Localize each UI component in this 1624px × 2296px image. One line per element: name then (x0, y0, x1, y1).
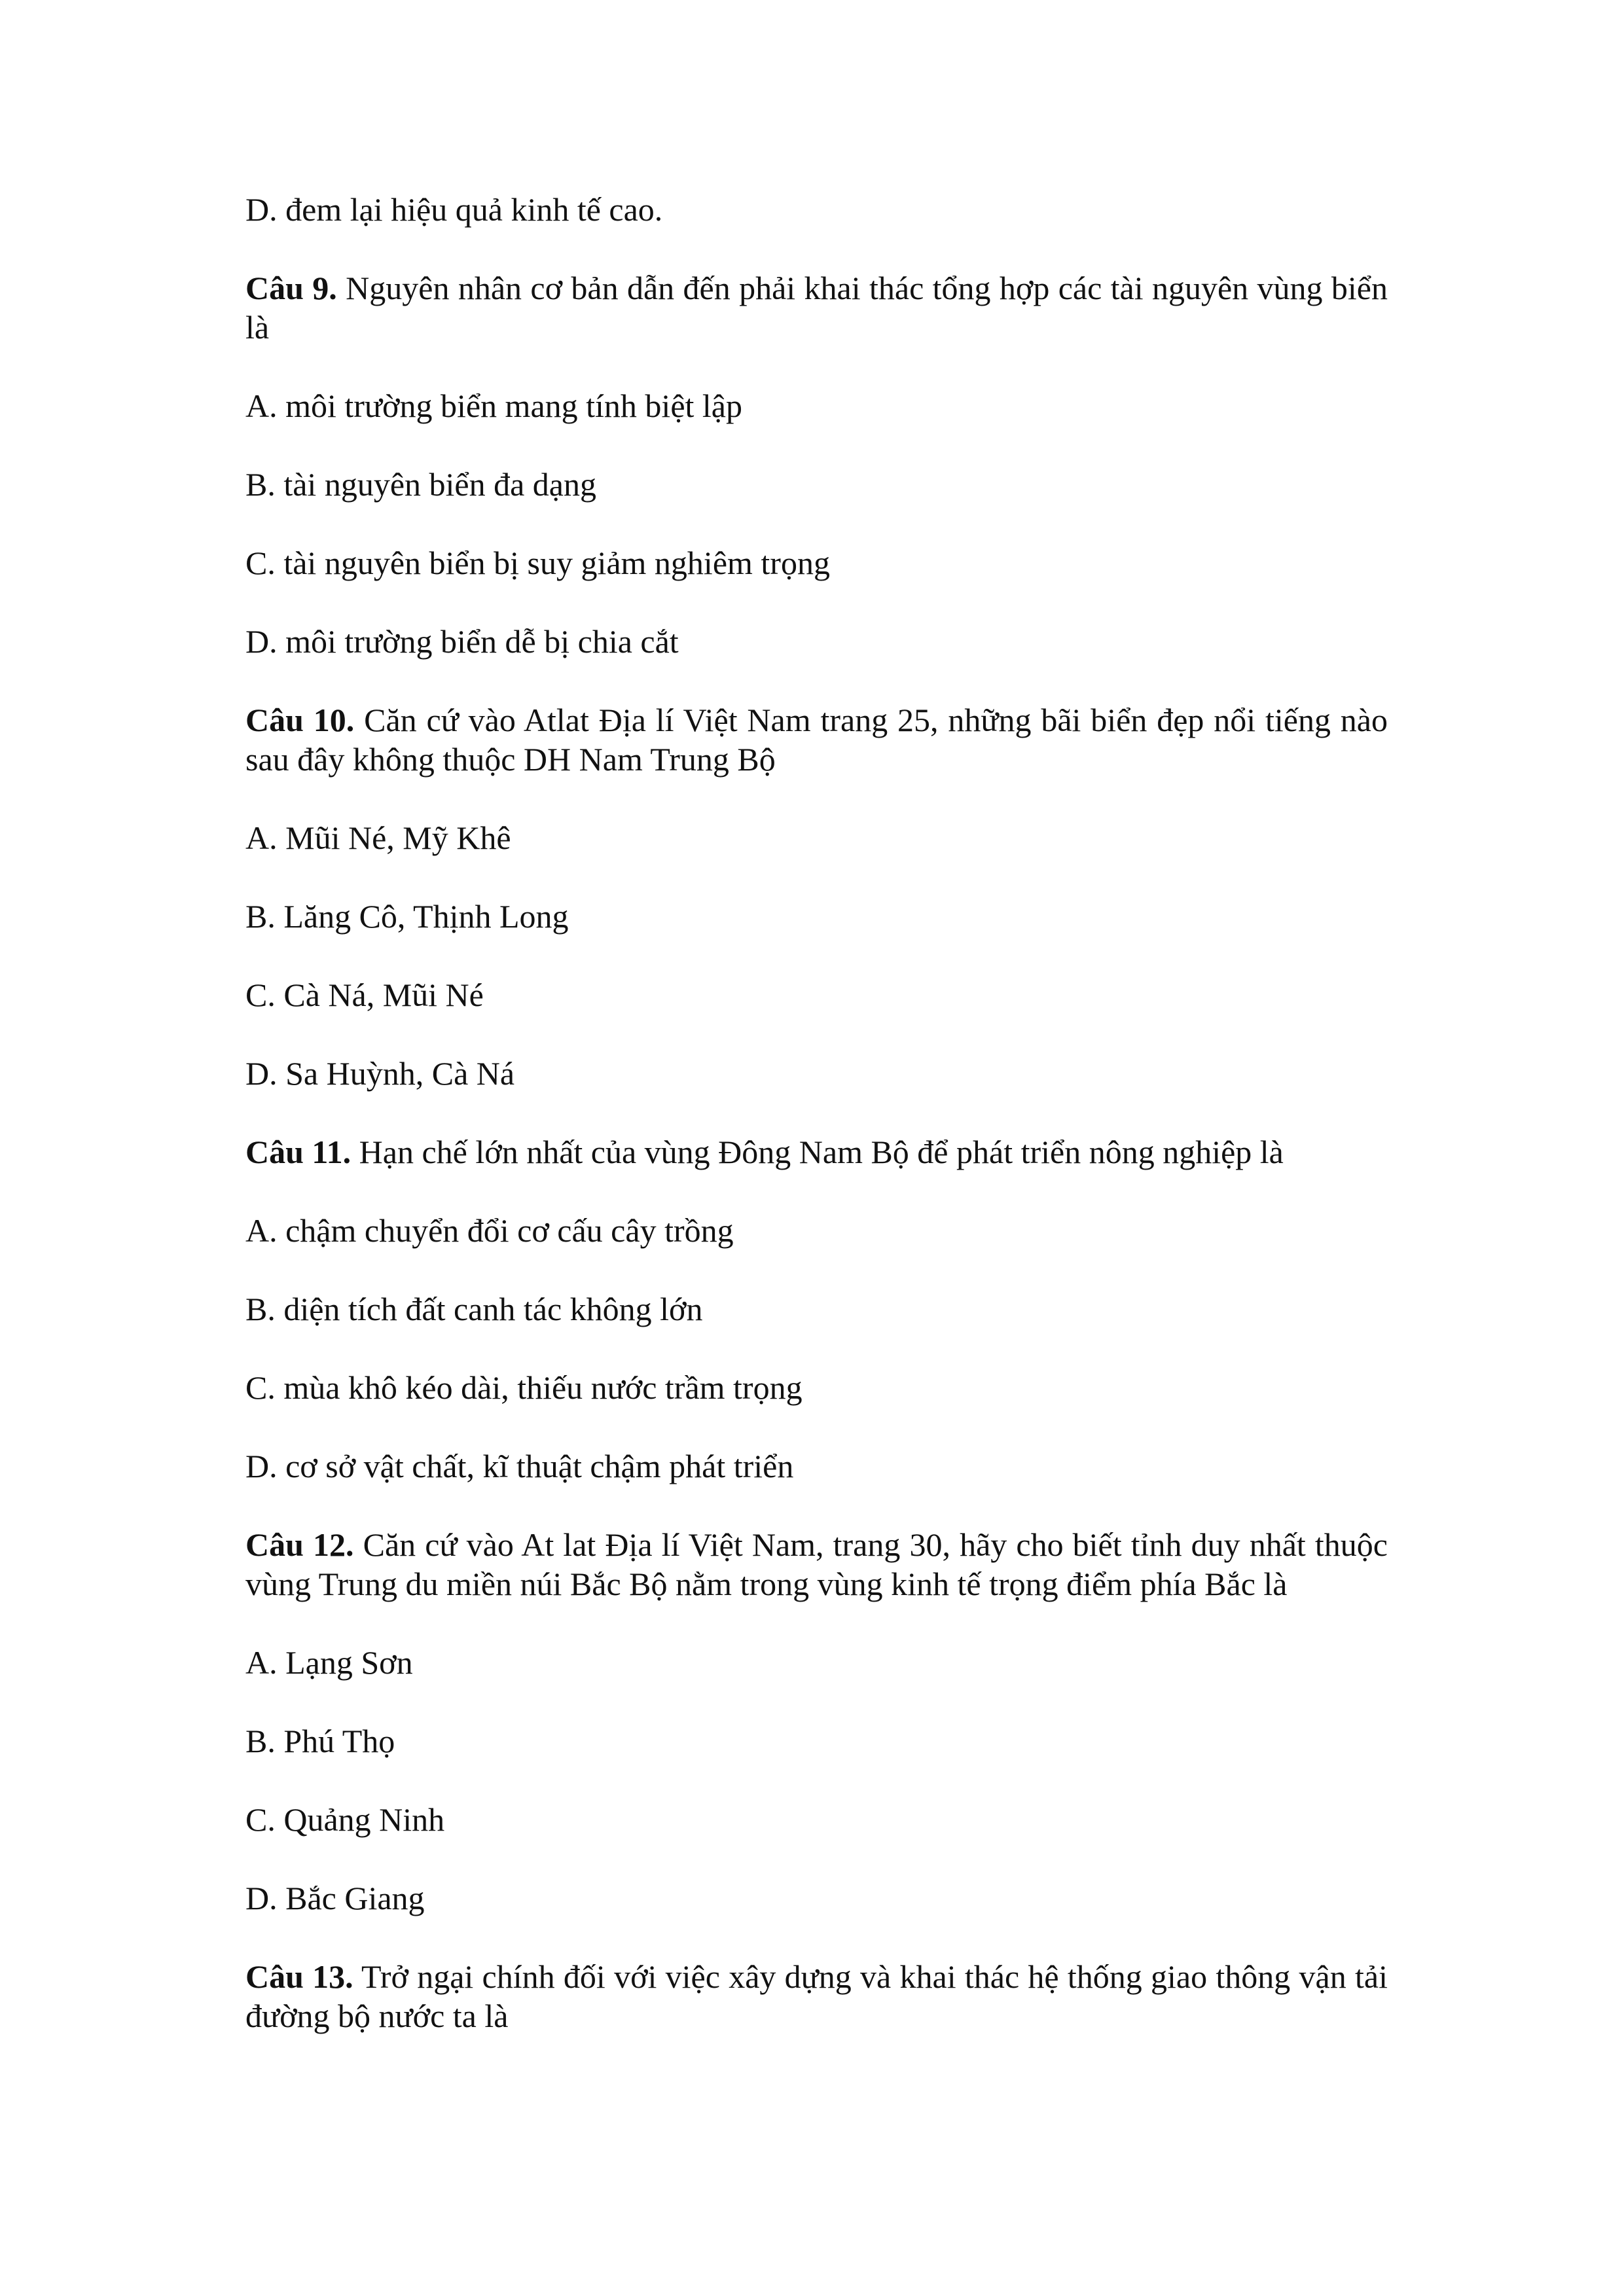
question-11-label: Câu 11. (245, 1134, 352, 1170)
q11-option-c: C. mùa khô kéo dài, thiếu nước trầm trọng (245, 1369, 803, 1406)
question-12 (245, 1525, 1388, 1604)
question-11 (245, 1132, 1388, 1172)
q9-option-d: D. môi trường biển dễ bị chia cắt (245, 623, 679, 660)
question-13 (245, 1957, 1388, 2036)
question-12-label: Câu 12. (245, 1526, 354, 1563)
q10-option-c: C. Cà Ná, Mũi Né (245, 977, 484, 1013)
q10-option-b: B. Lăng Cô, Thịnh Long (245, 898, 569, 935)
question-10-text: Căn cứ vào Atlat Địa lí Việt Nam trang 25, những bãi biển đẹp nổi tiếng nào sau đây không thuộc DH Nam Trung Bộ (245, 702, 1388, 778)
question-13-label: Câu 13. (245, 1958, 353, 1995)
q11-option-d: D. cơ sở vật chất, kĩ thuật chậm phát triển (245, 1448, 794, 1484)
q10-option-a: A. Mũi Né, Mỹ Khê (245, 819, 511, 856)
q11-option-a: A. chậm chuyển đổi cơ cấu cây trồng (245, 1212, 734, 1249)
prev-option-d: D. đem lại hiệu quả kinh tế cao. (245, 191, 663, 228)
q10-option-d: D. Sa Huỳnh, Cà Ná (245, 1055, 515, 1092)
q9-option-c: C. tài nguyên biển bị suy giảm nghiêm trọng (245, 545, 830, 581)
question-10 (245, 700, 1388, 779)
question-9 (245, 268, 1388, 347)
question-9-label: Câu 9. (245, 270, 337, 306)
question-10-label: Câu 10. (245, 702, 355, 738)
q9-option-a: A. môi trường biển mang tính biệt lập (245, 387, 742, 424)
q9-option-b: B. tài nguyên biển đa dạng (245, 466, 596, 503)
question-11-text: Hạn chế lớn nhất của vùng Đông Nam Bộ để phát triển nông nghiệp là (351, 1134, 1284, 1170)
question-13-text: Trở ngại chính đối với việc xây dựng và khai thác hệ thống giao thông vận tải đường bộ nước ta là (245, 1958, 1388, 2034)
q12-option-a: A. Lạng Sơn (245, 1644, 413, 1681)
q12-option-c: C. Quảng Ninh (245, 1801, 445, 1838)
document-page (245, 190, 1388, 2036)
q12-option-b: B. Phú Thọ (245, 1723, 395, 1759)
question-9-text: Nguyên nhân cơ bản dẫn đến phải khai thác tổng hợp các tài nguyên vùng biển là (245, 270, 1388, 346)
question-12-text: Căn cứ vào At lat Địa lí Việt Nam, trang 30, hãy cho biết tỉnh duy nhất thuộc vùng Trung du miền núi Bắc Bộ nằm trong vùng kinh tế trọng điểm phía Bắc là (245, 1526, 1388, 1602)
q11-option-b: B. diện tích đất canh tác không lớn (245, 1291, 703, 1327)
q12-option-d: D. Bắc Giang (245, 1880, 425, 1916)
